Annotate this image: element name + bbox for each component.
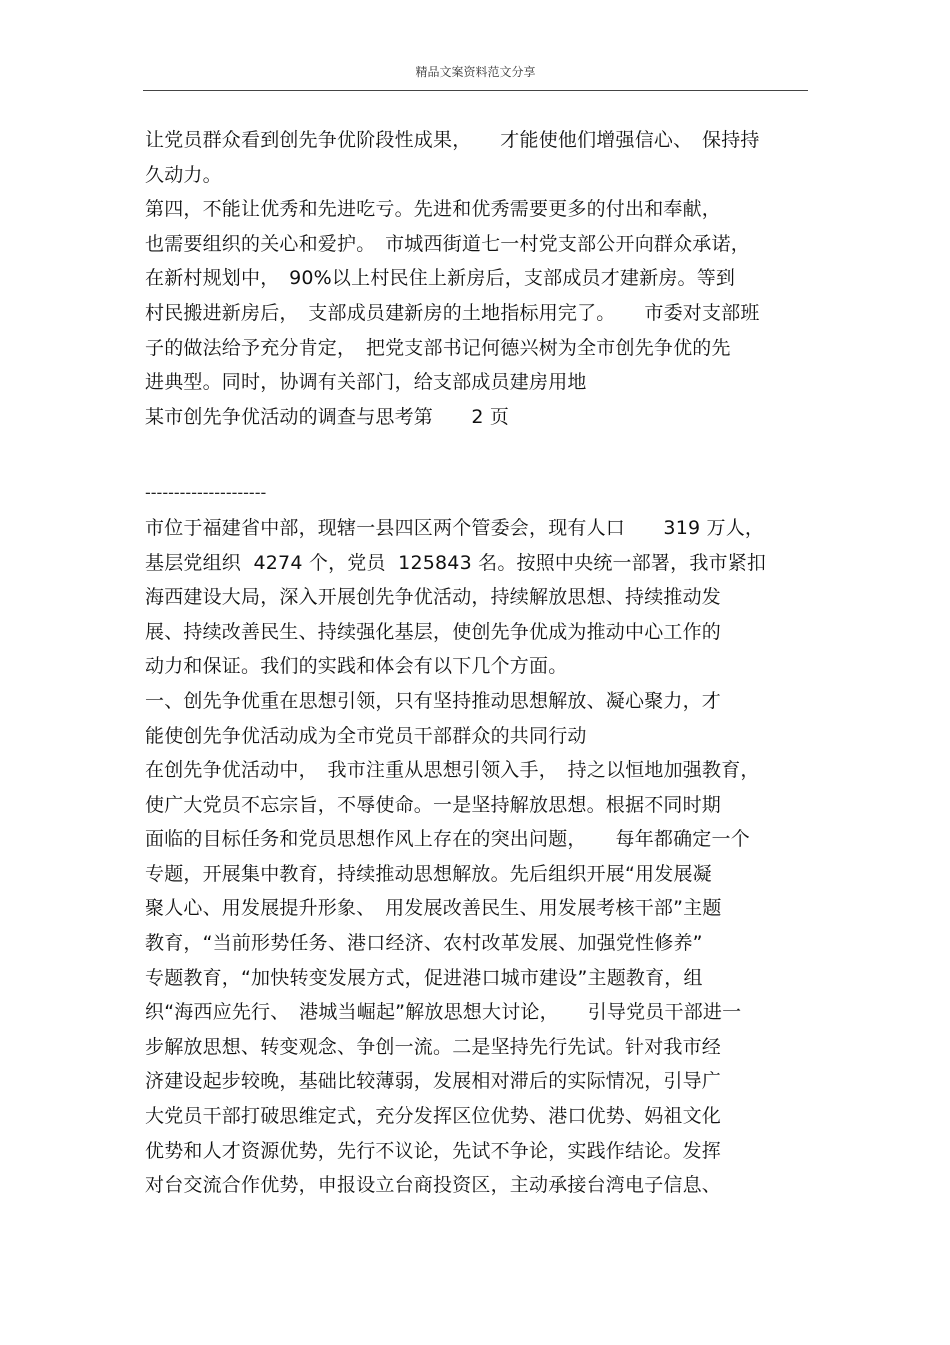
document-body: [145, 123, 810, 1203]
paragraph-line: 大党员干部打破思维定式，充分发挥区位优势、港口优势、妈祖文化: [145, 1105, 722, 1128]
paragraph-line: 专题，开展集中教育，持续推动思想解放。先后组织开展“用发展凝: [145, 862, 712, 885]
paragraph-line: 让党员群众看到创先争优阶段性成果， 才能使他们增强信心、 保持持: [145, 129, 760, 151]
paragraph-line: 济建设起步较晚，基础比较薄弱，发展相对滞后的实际情况，引导广: [145, 1070, 722, 1093]
paragraph-line: 久动力。: [145, 163, 222, 186]
paragraph-line: 优势和人才资源优势，先行不议论，先试不争论，实践作结论。发挥: [145, 1139, 722, 1162]
page-header: 精品文案资料范文分享: [415, 65, 536, 79]
paragraph-line: 织“海西应先行、 港城当崛起”解放思想大讨论， 引导党员干部进一: [145, 1001, 742, 1024]
paragraph-line: 展、持续改善民生、持续强化基层，使创先争优成为推动中心工作的: [145, 620, 722, 643]
paragraph-line: 第四，不能让优秀和先进吃亏。先进和优秀需要更多的付出和奉献，: [145, 198, 722, 221]
page-footer-title: 某市创先争优活动的调查与思考第 2 页: [145, 405, 510, 428]
paragraph-line: 海西建设大局，深入开展创先争优活动，持续解放思想、持续推动发: [145, 586, 722, 609]
paragraph-line: 面临的目标任务和党员思想作风上存在的突出问题， 每年都确定一个: [145, 828, 750, 851]
paragraph-line: 步解放思想、转变观念、争创一流。二是坚持先行先试。针对我市经: [145, 1035, 722, 1058]
paragraph-line: 对台交流合作优势，申报设立台商投资区，主动承接台湾电子信息、: [145, 1174, 722, 1197]
paragraph-line: 市位于福建省中部，现辖一县四区两个管委会，现有人口 319 万人，: [145, 516, 765, 539]
paragraph-line: 进典型。同时，协调有关部门，给支部成员建房用地: [145, 371, 587, 394]
paragraph-line: 教育，“当前形势任务、港口经济、农村改革发展、加强党性修养”: [145, 932, 703, 955]
paragraph-line: 专题教育，“加快转变发展方式，促进港口城市建设”主题教育，组: [145, 966, 703, 989]
paragraph-line: 动力和保证。我们的实践和体会有以下几个方面。: [145, 655, 568, 678]
section-heading-line: 一、创先争优重在思想引领，只有坚持推动思想解放、凝心聚力，才: [145, 689, 722, 712]
header-divider: [143, 90, 808, 91]
paragraph-line: 基层党组织 4274 个，党员 125843 名。按照中央统一部署，我市紧扣: [145, 551, 767, 574]
paragraph-line: 使广大党员不忘宗旨，不辱使命。一是坚持解放思想。根据不同时期: [145, 793, 722, 816]
paragraph-line: 子的做法给予充分肯定， 把党支部书记何德兴树为全市创先争优的先: [145, 336, 731, 359]
spacer: [145, 434, 810, 476]
paragraph-line: 在新村规划中， 90%以上村民住上新房后，支部成员才建新房。等到: [145, 267, 736, 290]
paragraph-line: 村民搬进新房后， 支部成员建新房的土地指标用完了。 市委对支部班: [145, 301, 760, 324]
dashed-separator: ---------------------: [145, 483, 267, 503]
paragraph-line: 也需要组织的关心和爱护。 市城西街道七一村党支部公开向群众承诺，: [145, 232, 750, 255]
section-heading-line: 能使创先争优活动成为全市党员干部群众的共同行动: [145, 724, 587, 747]
paragraph-line: 在创先争优活动中， 我市注重从思想引领入手， 持之以恒地加强教育，: [145, 759, 760, 782]
paragraph-line: 聚人心、用发展提升形象、 用发展改善民生、用发展考核干部”主题: [145, 897, 722, 920]
